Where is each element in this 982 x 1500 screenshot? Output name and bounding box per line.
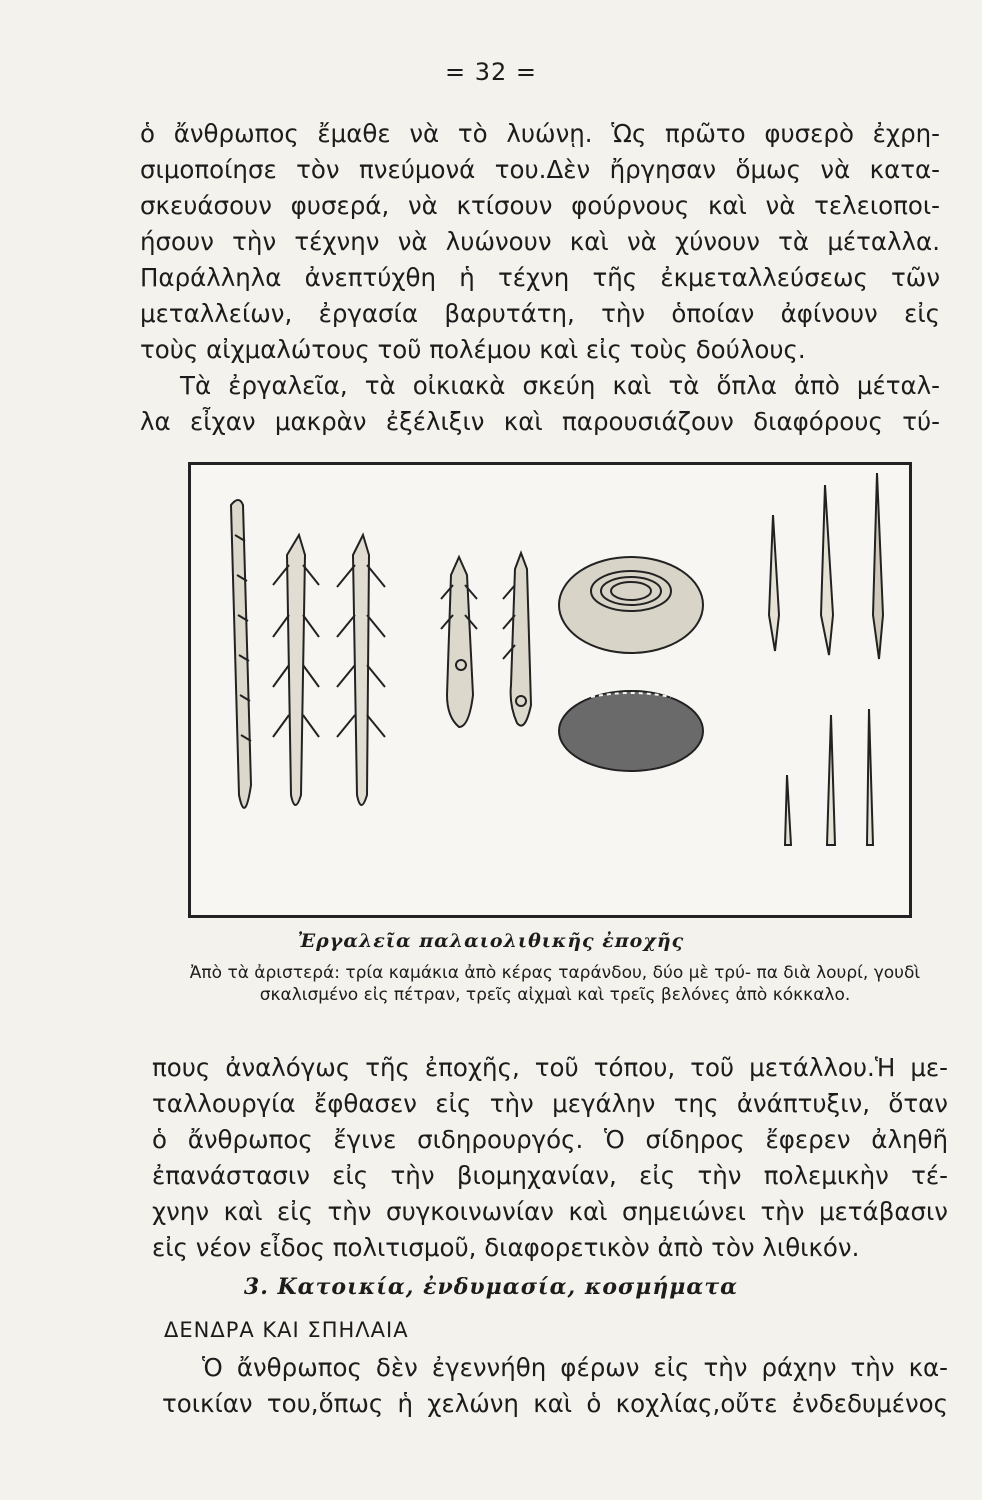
text-line: χνην καὶ εἰς τὴν συγκοινωνίαν καὶ σημειώνει τὴν μετάβασιν	[152, 1197, 948, 1226]
harpoon-icon	[231, 500, 251, 808]
harpoon-icon	[337, 535, 385, 805]
text-line: Τὰ ἐργαλεῖα, τὰ οἰκιακὰ σκεύη καὶ τὰ ὅπλα ἀπὸ μέταλ-	[180, 371, 940, 400]
bone-needle-icon	[785, 709, 873, 845]
text-line: ὁ ἄνθρωπος ἔμαθε νὰ τὸ λυώνῃ. Ὡς πρῶτο φυσερὸ ἐχρη-	[140, 119, 940, 148]
tools-drawing	[191, 465, 909, 915]
text-line: εἰς νέον εἶδος πολιτισμοῦ, διαφορετικὸν ἀπὸ τὸν λιθικόν.	[152, 1233, 860, 1262]
text-line: Παράλληλα ἀνεπτύχθη ἡ τέχνη τῆς ἐκμεταλλεύσεως τῶν	[140, 263, 940, 292]
text-line: πους ἀναλόγως τῆς ἐποχῆς, τοῦ τόπου, τοῦ μετάλλου.Ἡ με-	[152, 1053, 948, 1082]
figure-caption: Ἀπὸ τὰ ἀριστερά: τρία καμάκια ἀπὸ κέρας ταράνδου, δύο μὲ τρύ- πα διὰ λουρί, γουδὶ σκαλισμένο εἰς πέτραν, τρεῖς αἰχμαὶ καὶ τρεῖς βελόνες ἀπὸ κόκκαλο.	[189, 963, 921, 1005]
bone-point-icon	[769, 473, 883, 659]
harpoon-icon	[441, 557, 477, 727]
text-line: ταλλουργία ἔφθασεν εἰς τὴν μεγάλην της ἀνάπτυξιν, ὅταν	[152, 1089, 948, 1118]
text-line: ὁ ἄνθρωπος ἔγινε σιδηρουργός. Ὁ σίδηρος ἔφερεν ἀληθῆ	[152, 1125, 948, 1154]
figure-title: Ἐργαλεῖα παλαιολιθικῆς ἐποχῆς	[297, 930, 685, 952]
harpoon-icon	[503, 553, 531, 726]
tools-illustration	[188, 462, 912, 918]
mortar-icon	[559, 557, 703, 653]
section-heading: 3. Κατοικία, ἐνδυμασία, κοσμήματα	[243, 1274, 739, 1300]
mortar-section-icon	[559, 691, 703, 771]
text-line: Ὁ ἄνθρωπος δὲν ἐγεννήθη φέρων εἰς τὴν ράχην τὴν κα-	[202, 1353, 948, 1382]
page-number: = 32 =	[444, 58, 537, 86]
text-line: λα εἶχαν μακρὰν ἐξέλιξιν καὶ παρουσιάζουν διαφόρους τύ-	[140, 407, 940, 436]
paragraph-3	[162, 1350, 948, 1422]
text-line: μεταλλείων, ἐργασία βαρυτάτη, τὴν ὁποίαν ἀφίνουν εἰς	[140, 299, 940, 328]
text-line: σιμοποίησε τὸν πνεύμονά του.Δὲν ἤργησαν ὅμως νὰ κατα-	[140, 155, 940, 184]
text-line: τοὺς αἰχμαλώτους τοῦ πολέμου καὶ εἰς τοὺς δούλους.	[140, 335, 806, 364]
paragraph-1	[140, 116, 940, 440]
text-line: σκευάσουν φυσερά, νὰ κτίσουν φούρνους καὶ νὰ τελειοποι-	[140, 191, 940, 220]
harpoon-icon	[273, 535, 319, 805]
text-line: ἐπανάστασιν εἰς τὴν βιομηχανίαν, εἰς τὴν πολεμικὴν τέ-	[152, 1161, 948, 1190]
text-line: ήσουν τὴν τέχνην νὰ λυώνουν καὶ νὰ χύνουν τὰ μέταλλα.	[140, 227, 940, 256]
paragraph-2	[152, 1050, 948, 1266]
text-line: τοικίαν του,ὅπως ἡ χελώνη καὶ ὁ κοχλίας,οὔτε ἐνδεδυμένος	[162, 1389, 948, 1418]
subheading: ΔΕΝΔΡΑ ΚΑΙ ΣΠΗΛΑΙΑ	[164, 1318, 409, 1342]
